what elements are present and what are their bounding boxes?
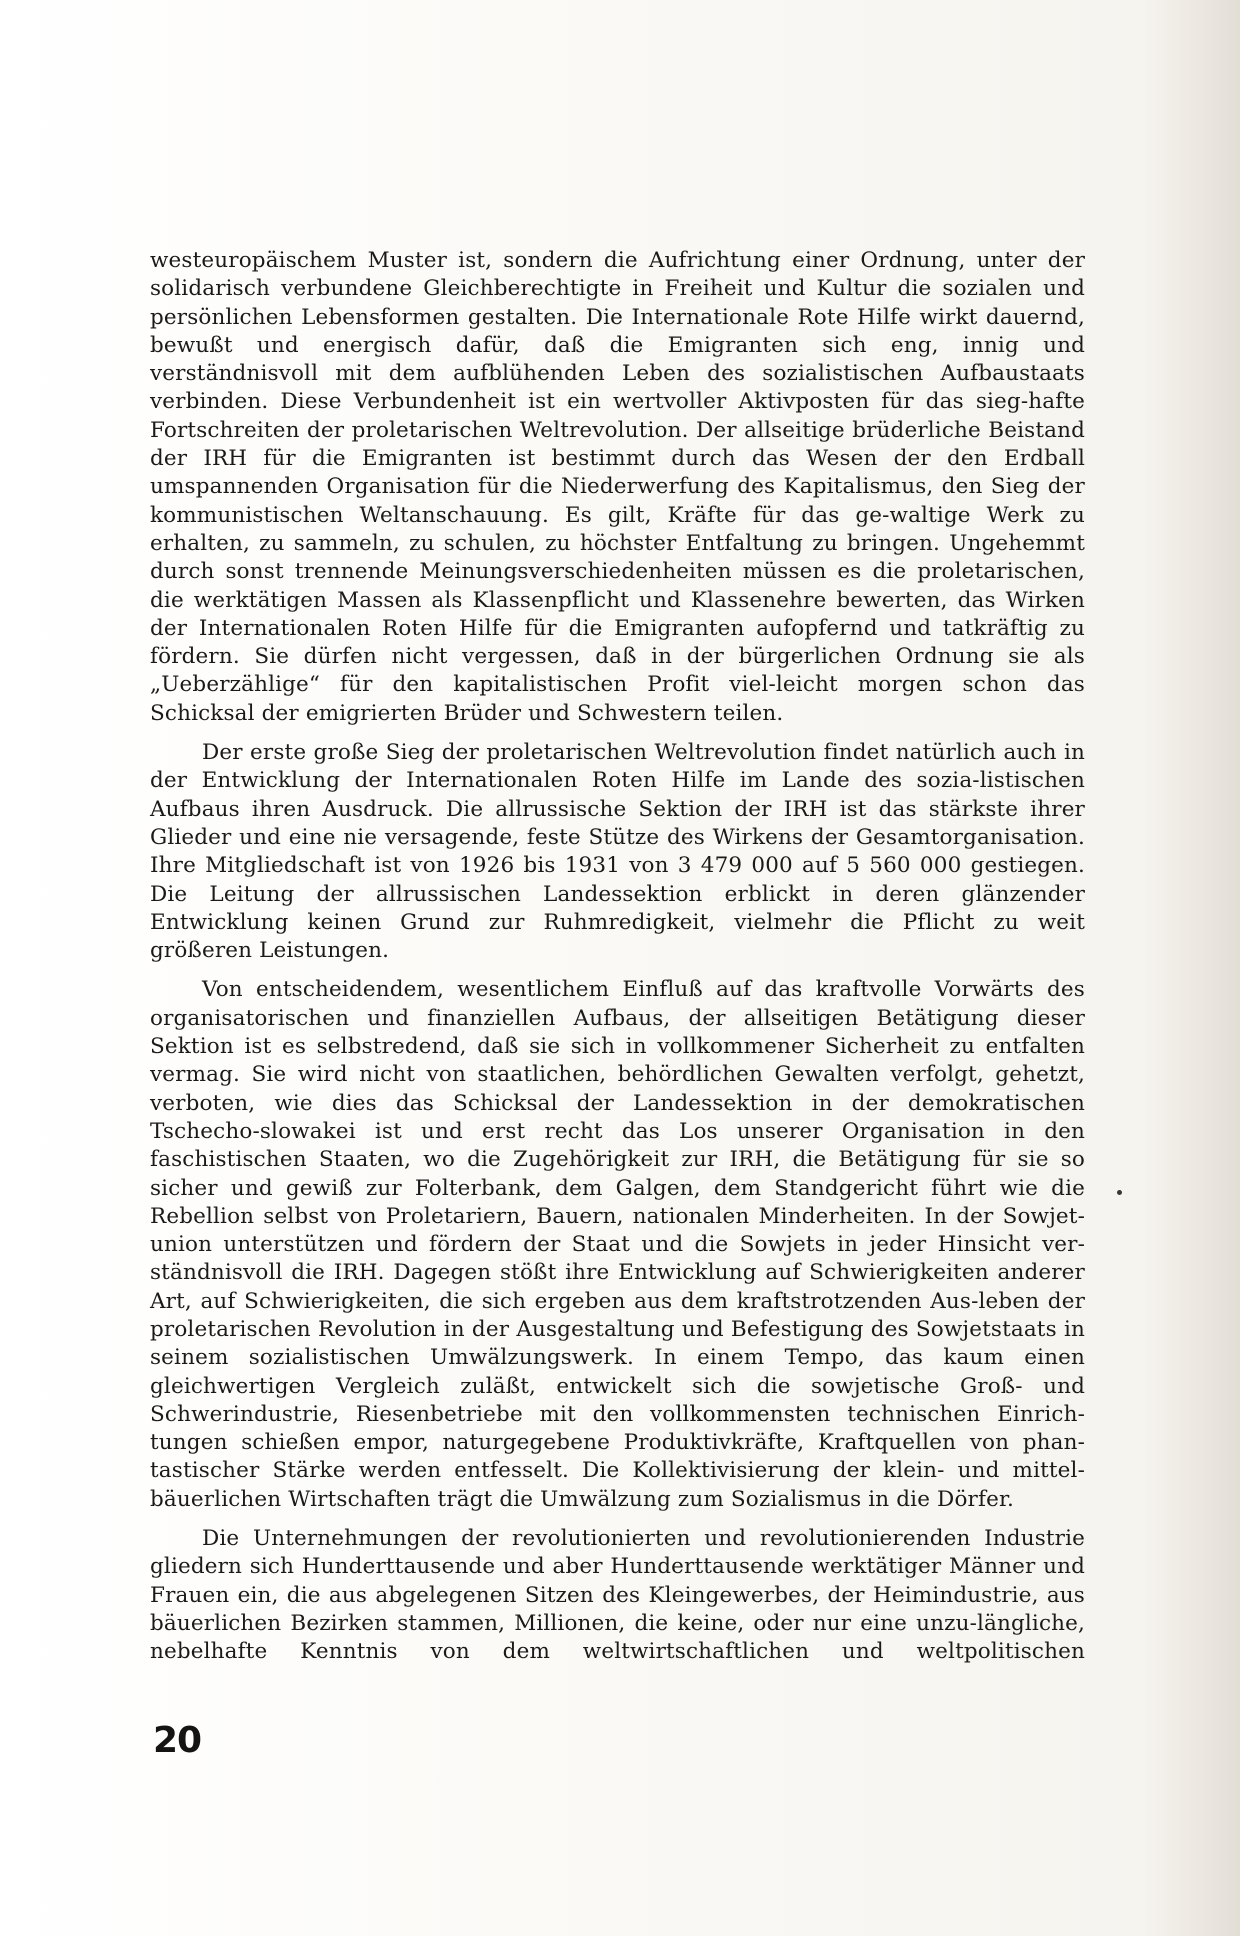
paragraph-3: Von entscheidendem, wesentlichem Einfluß auf das kraftvolle Vorwärts des organisatorischen und finanziellen Aufbaus, der allseitigen Betätigung dieser Sektion ist es selbstredend, daß sie sich in vollkommener Sicherheit zu entfalten vermag. Sie wird nicht von staatlichen, behördlichen Gewalten verfolgt, gehetzt, verboten, wie dies das Schicksal der Landessektion in der demokratischen Tschecho-slowakei ist und erst recht das Los unserer Organisation in den faschistischen Staaten, wo die Zugehörigkeit zur IRH, die Betätigung für sie so sicher und gewiß zur Folterbank, dem Galgen, dem Standgericht führt wie die Rebellion selbst von Proletariern, Bauern, nationalen Minderheiten. In der Sowjet-union unterstützen und fördern der Staat und die Sowjets in jeder Hinsicht ver-ständnisvoll die IRH. Dagegen stößt ihre Entwicklung auf Schwierigkeiten anderer Art, auf Schwierigkeiten, die sich ergeben aus dem kraftstrotzenden Aus-leben der proletarischen Revolution in der Ausgestaltung und Befestigung des Sowjetstaats in seinem sozialistischen Umwälzungswerk. In einem Tempo, das kaum einen gleichwertigen Vergleich zuläßt, entwickelt sich die sowjetische Groß- und Schwerindustrie, Riesenbetriebe mit den vollkommensten technischen Einrich-tungen schießen empor, naturgegebene Produktivkräfte, Kraftquellen von phan-tastischer Stärke werden entfesselt. Die Kollektivisierung der klein- und mittel-bäuerlichen Wirtschaften trägt die Umwälzung zum Sozialismus in die Dörfer. [150, 977, 1085, 1512]
page-number: 20 [153, 1720, 202, 1761]
paragraph-1: westeuropäischem Muster ist, sondern die Aufrichtung einer Ordnung, unter der solidarisch verbundene Gleichberechtigte in Freiheit und Kultur die sozialen und persönlichen Lebensformen gestalten. Die Internationale Rote Hilfe wirkt dauernd, bewußt und energisch dafür, daß die Emigranten sich eng, innig und verständnisvoll mit dem aufblühenden Leben des sozialistischen Aufbaustaats verbinden. Diese Verbundenheit ist ein wertvoller Aktivposten für das sieg-hafte Fortschreiten der proletarischen Weltrevolution. Der allseitige brüderliche Beistand der IRH für die Emigranten ist bestimmt durch das Wesen der den Erdball umspannenden Organisation für die Niederwerfung des Kapitalismus, den Sieg der kommunistischen Weltanschauung. Es gilt, Kräfte für das ge-waltige Werk zu erhalten, zu sammeln, zu schulen, zu höchster Entfaltung zu bringen. Ungehemmt durch sonst trennende Meinungsverschiedenheiten müssen es die proletarischen, die werktätigen Massen als Klassenpflicht und Klassenehre bewerten, das Wirken der Internationalen Roten Hilfe für die Emigranten aufopfernd und tatkräftig zu fördern. Sie dürfen nicht vergessen, daß in der bürgerlichen Ordnung sie als „Ueberzählige“ für den kapitalistischen Profit viel-leicht morgen schon das Schicksal der emigrierten Brüder und Schwestern teilen. [150, 248, 1085, 726]
margin-mark [1117, 1190, 1122, 1195]
paragraph-2: Der erste große Sieg der proletarischen Weltrevolution findet natürlich auch in der Entwicklung der Internationalen Roten Hilfe im Lande des sozia-listischen Aufbaus ihren Ausdruck. Die allrussische Sektion der IRH ist das stärkste ihrer Glieder und eine nie versagende, feste Stütze des Wirkens der Gesamtorganisation. Ihre Mitgliedschaft ist von 1926 bis 1931 von 3 479 000 auf 5 560 000 gestiegen. Die Leitung der allrussischen Landessektion erblickt in deren glänzender Entwicklung keinen Grund zur Ruhmredigkeit, vielmehr die Pflicht zu weit größeren Leistungen. [150, 740, 1085, 964]
body-text [150, 247, 1085, 1667]
paragraph-4: Die Unternehmungen der revolutionierten und revolutionierenden Industrie gliedern sich Hunderttausende und aber Hunderttausende werktätiger Männer und Frauen ein, die aus abgelegenen Sitzen des Kleingewerbes, der Heimindustrie, aus bäuerlichen Bezirken stammen, Millionen, die keine, oder nur eine unzu-längliche, nebelhafte Kenntnis von dem weltwirtschaftlichen und weltpolitischen [150, 1526, 1085, 1665]
